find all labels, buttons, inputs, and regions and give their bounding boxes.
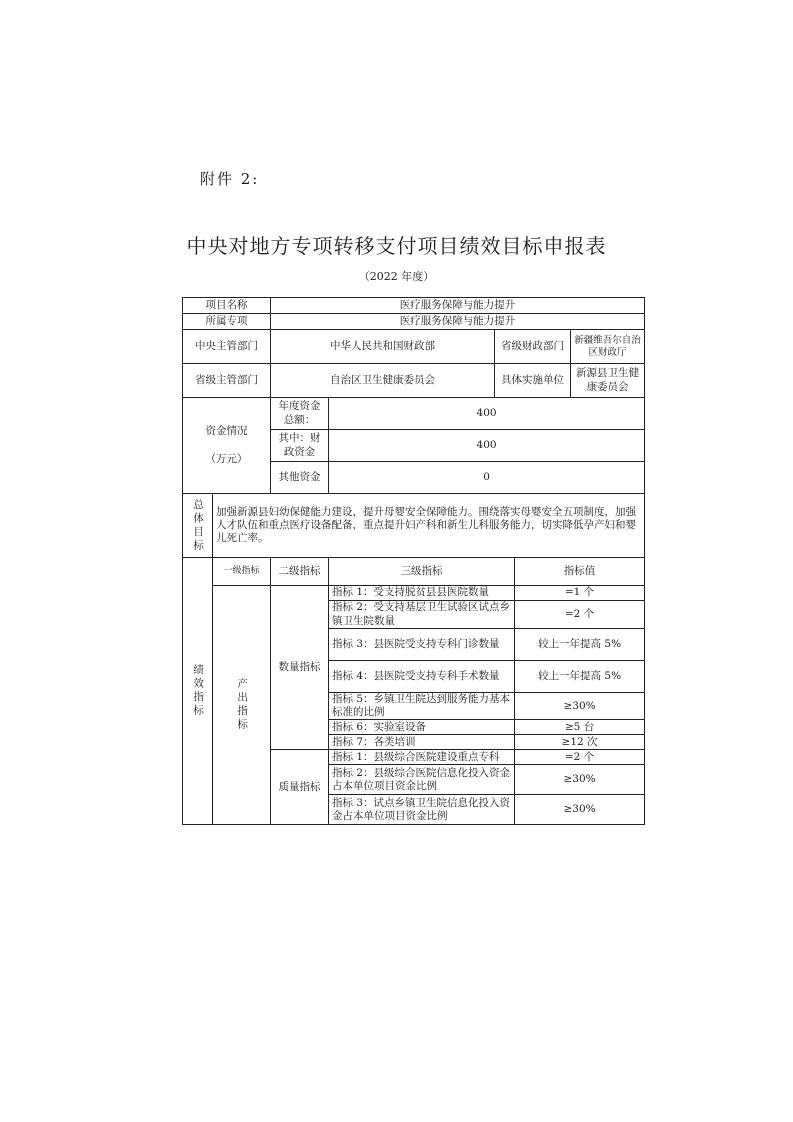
performance-target-table bbox=[182, 297, 645, 825]
quantity-value-1: =1 个 bbox=[515, 586, 645, 601]
level2-quality: 质量指标 bbox=[271, 750, 329, 825]
quality-indicator-1: 指标 1：县级综合医院建设重点专科 bbox=[329, 750, 515, 765]
special-value: 医疗服务保障与能力提升 bbox=[271, 314, 645, 330]
quantity-value-2: =2 个 bbox=[515, 601, 645, 629]
prov-dept-value: 自治区卫生健康委员会 bbox=[271, 364, 495, 398]
quantity-value-3: 较上一年提高 5% bbox=[515, 629, 645, 661]
quality-value-2: ≥30% bbox=[515, 765, 645, 795]
goal-text: 加强新源县妇幼保健能力建设，提升母婴安全保障能力。围绕落实母婴安全五项制度，加强人才队伍和重点医疗设备配备，重点提升妇产科和新生儿科服务能力，切实降低孕产妇和婴儿死亡率。 bbox=[213, 494, 645, 558]
special-label: 所属专项 bbox=[183, 314, 271, 330]
annual-funds-label: 年度资金总额： bbox=[271, 398, 329, 430]
header-level3: 三级指标 bbox=[329, 558, 515, 586]
prov-finance-value: 新疆维吾尔自治区财政厅 bbox=[571, 330, 645, 364]
header-level1: 一级指标 bbox=[213, 558, 271, 586]
funds-label: 资金情况 bbox=[205, 425, 248, 438]
project-name-label: 项目名称 bbox=[183, 298, 271, 314]
header-value: 指标值 bbox=[515, 558, 645, 586]
attachment-label: 附件 2: bbox=[200, 170, 260, 188]
quantity-indicator-2: 指标 2：受支持基层卫生试验区试点乡镇卫生院数量 bbox=[329, 601, 515, 629]
level2-quantity: 数量指标 bbox=[271, 586, 329, 750]
project-name-value: 医疗服务保障与能力提升 bbox=[271, 298, 645, 314]
annual-funds-value: 400 bbox=[329, 398, 645, 430]
quantity-value-6: ≥5 台 bbox=[515, 720, 645, 735]
level1-output: 产出指标 bbox=[213, 586, 271, 825]
quantity-indicator-4: 指标 4：县医院受支持专科手术数量 bbox=[329, 661, 515, 693]
other-funds-label: 其他资金 bbox=[271, 462, 329, 494]
fiscal-funds-value: 400 bbox=[329, 430, 645, 462]
document-title: 中央对地方专项转移支付项目绩效目标申报表 bbox=[186, 234, 607, 258]
goal-label: 总体目标 bbox=[183, 494, 213, 558]
prov-dept-label: 省级主管部门 bbox=[183, 364, 271, 398]
impl-unit-label: 具体实施单位 bbox=[495, 364, 571, 398]
funds-unit: （万元） bbox=[205, 452, 248, 465]
header-level2: 二级指标 bbox=[271, 558, 329, 586]
indicators-label: 绩效指标 bbox=[183, 558, 213, 825]
quantity-indicator-6: 指标 6：实验室设备 bbox=[329, 720, 515, 735]
quantity-indicator-3: 指标 3：县医院受支持专科门诊数量 bbox=[329, 629, 515, 661]
central-dept-label: 中央主管部门 bbox=[183, 330, 271, 364]
funds-cell bbox=[183, 398, 271, 494]
other-funds-value: 0 bbox=[329, 462, 645, 494]
quality-indicator-3: 指标 3：试点乡镇卫生院信息化投入资金占本单位项目资金比例 bbox=[329, 795, 515, 825]
quality-value-1: =2 个 bbox=[515, 750, 645, 765]
quantity-indicator-1: 指标 1：受支持脱贫县县医院数量 bbox=[329, 586, 515, 601]
impl-unit-value: 新源县卫生健康委员会 bbox=[571, 364, 645, 398]
quantity-value-7: ≥12 次 bbox=[515, 735, 645, 750]
quality-value-3: ≥30% bbox=[515, 795, 645, 825]
document-year: （2022 年度） bbox=[358, 270, 435, 283]
quality-indicator-2: 指标 2：县级综合医院信息化投入资金占本单位项目资金比例 bbox=[329, 765, 515, 795]
central-dept-value: 中华人民共和国财政部 bbox=[271, 330, 495, 364]
quantity-value-5: ≥30% bbox=[515, 693, 645, 720]
quantity-value-4: 较上一年提高 5% bbox=[515, 661, 645, 693]
fiscal-funds-label: 其中：财政资金 bbox=[271, 430, 329, 462]
quantity-indicator-5: 指标 5：乡镇卫生院达到服务能力基本标准的比例 bbox=[329, 693, 515, 720]
quantity-indicator-7: 指标 7：各类培训 bbox=[329, 735, 515, 750]
prov-finance-label: 省级财政部门 bbox=[495, 330, 571, 364]
